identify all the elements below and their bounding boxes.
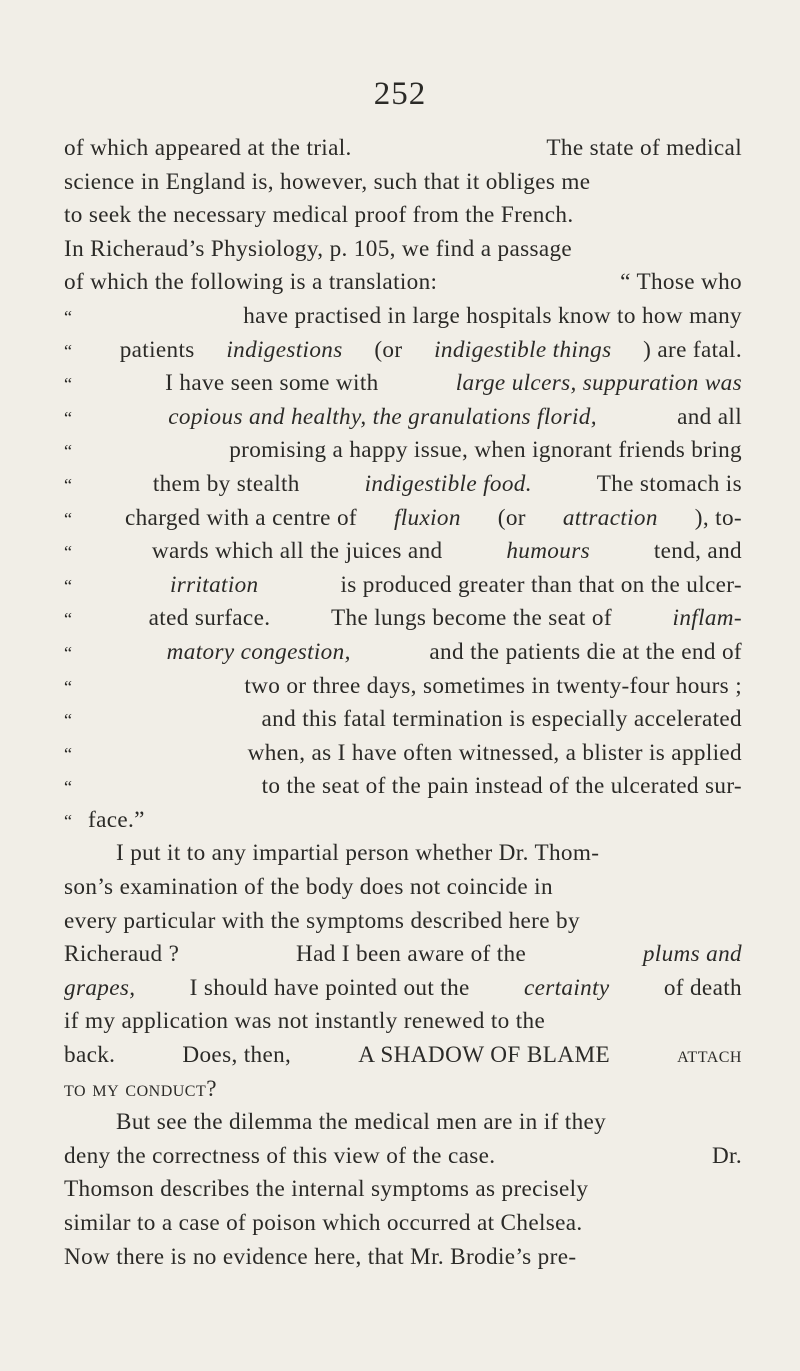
body-text <box>64 132 742 1274</box>
text-line-20: “ to the seat of the pain instead of the ulcerated sur- <box>64 773 742 800</box>
text-line-12: “ charged with a centre of fluxion (or attraction ), to- <box>64 504 742 531</box>
text-line-32: Thomson describes the internal symptoms as precisely <box>64 1176 589 1203</box>
text-line-21: “ face.” <box>64 806 145 833</box>
text-line-13: “ wards which all the juices and humours tend, and <box>64 538 742 565</box>
text-line-7: “ patients indigestions (or indigestible things ) are fatal. <box>64 336 742 363</box>
text-line-26: grapes, I should have pointed out the certainty of death <box>64 974 742 1001</box>
text-line-14: “ irritation is produced greater than that on the ulcer- <box>64 571 742 598</box>
text-line-1: of which appeared at the trial. The state of medical <box>64 135 742 161</box>
text-line-15: “ ated surface. The lungs become the seat of inflam- <box>64 605 742 632</box>
text-line-34: Now there is no evidence here, that Mr. Brodie’s pre- <box>64 1243 577 1270</box>
text-line-11: “ them by stealth indigestible food. The stomach is <box>64 470 742 497</box>
text-line-28: back. Does, then, A SHADOW OF BLAME attach <box>64 1042 742 1069</box>
text-line-9: “ copious and healthy, the granulations florid, and all <box>64 403 742 430</box>
text-line-17: “ two or three days, sometimes in twenty-four hours ; <box>64 672 742 699</box>
text-line-2: science in England is, however, such that it obliges me <box>64 168 591 195</box>
text-line-3: to seek the necessary medical proof from the French. <box>64 202 574 229</box>
text-line-31: deny the correctness of this view of the case. Dr. <box>64 1142 742 1169</box>
text-line-4: In Richeraud’s Physiology, p. 105, we find a passage <box>64 235 573 262</box>
text-line-30: But see the dilemma the medical men are in if they <box>116 1109 607 1136</box>
text-line-23: son’s examination of the body does not coincide in <box>64 874 553 901</box>
text-line-25: Richeraud ? Had I been aware of the plums and <box>64 941 742 968</box>
text-line-18: “ and this fatal termination is especially accelerated <box>64 706 742 733</box>
text-line-6: “ have practised in large hospitals know to how many <box>64 302 742 329</box>
text-line-22: I put it to any impartial person whether Dr. Thom- <box>116 840 600 867</box>
text-line-19: “ when, as I have often witnessed, a blister is applied <box>64 739 742 766</box>
text-line-29: to my conduct ? <box>64 1075 217 1102</box>
text-line-33: similar to a case of poison which occurred at Chelsea. <box>64 1210 583 1236</box>
text-line-24: every particular with the symptoms described here by <box>64 907 580 934</box>
text-line-27: if my application was not instantly renewed to the <box>64 1008 546 1035</box>
text-line-5: of which the following is a translation: “ Those who <box>64 269 742 296</box>
text-line-16: “ matory congestion, and the patients die at the end of <box>64 638 742 665</box>
text-line-10: “ promising a happy issue, when ignorant friends bring <box>64 437 742 464</box>
text-line-8: “ I have seen some with large ulcers, suppuration was <box>64 370 742 397</box>
page-number: 252 <box>373 76 427 112</box>
